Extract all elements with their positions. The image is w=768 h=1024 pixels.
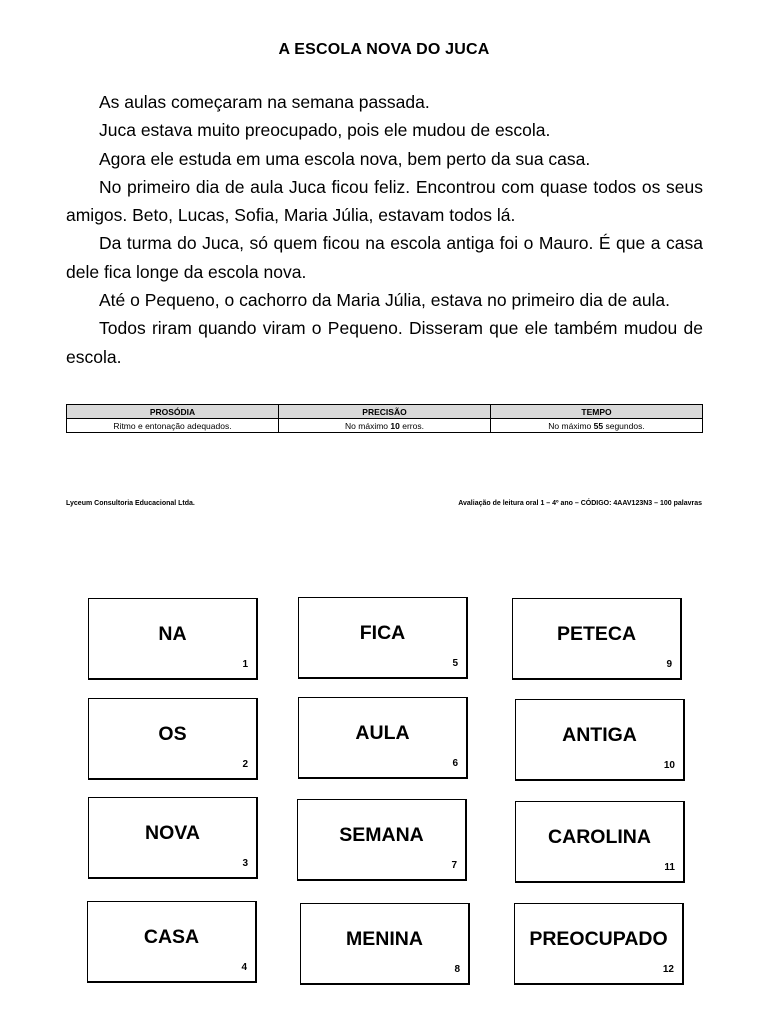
word-card	[88, 598, 258, 680]
word-card	[514, 903, 684, 985]
time-suffix: segundos.	[603, 420, 645, 431]
word-card	[515, 699, 685, 781]
card-number: 3	[242, 858, 248, 869]
precision-number: 10	[390, 420, 400, 431]
card-number: 12	[662, 964, 674, 975]
word-card	[300, 903, 470, 985]
card-word: PETECA	[556, 623, 637, 645]
time-value	[491, 419, 703, 433]
paragraph: As aulas começaram na semana passada.	[99, 92, 430, 112]
card-number: 6	[452, 758, 458, 769]
time-number: 55	[593, 420, 604, 431]
precision-prefix: No máximo	[345, 420, 391, 431]
header-precision: PRECISÃO	[279, 405, 491, 419]
document-title: A ESCOLA NOVA DO JUCA	[278, 41, 490, 58]
word-card	[515, 801, 685, 883]
word-card	[298, 597, 468, 679]
footer-company: Lyceum Consultoria Educacional Ltda.	[66, 500, 195, 507]
word-card	[88, 797, 258, 879]
prosody-value: Ritmo e entonação adequados.	[67, 419, 279, 433]
card-number: 8	[454, 964, 460, 975]
criteria-value-row	[67, 419, 703, 433]
time-prefix: No máximo	[548, 420, 594, 431]
card-word: FICA	[359, 622, 406, 644]
card-number: 1	[242, 659, 248, 670]
paragraph: Agora ele estuda em uma escola nova, bem perto da sua casa.	[99, 148, 591, 169]
criteria-header-row	[67, 405, 703, 419]
card-number: 11	[664, 862, 675, 873]
card-word: OS	[158, 723, 187, 745]
paragraph: Até o Pequeno, o cachorro da Maria Júlia, estava no primeiro dia de aula.	[99, 290, 671, 311]
header-time: TEMPO	[491, 405, 703, 419]
paragraph: No primeiro dia de aula Juca ficou feliz. Encontrou com quase todos os seus amigos. Beto, Lucas, Sofia, Maria Júlia, estavam todos lá.	[66, 176, 703, 226]
card-word: NA	[158, 623, 187, 645]
card-word: NOVA	[145, 822, 200, 844]
word-card	[297, 799, 467, 881]
criteria-table	[66, 404, 703, 433]
card-number: 9	[666, 659, 672, 670]
card-word: AULA	[355, 722, 410, 744]
card-word: PREOCUPADO	[529, 928, 668, 950]
paragraph: Todos riram quando viram o Pequeno. Disseram que ele também mudou de escola.	[66, 318, 703, 367]
paragraph: Da turma do Juca, só quem ficou na escola antiga foi o Mauro. É que a casa dele fica longe da escola nova.	[66, 233, 703, 282]
card-word: MENINA	[346, 928, 423, 950]
card-word: CAROLINA	[548, 826, 651, 848]
word-card	[87, 901, 257, 983]
header-prosody: PROSÓDIA	[67, 405, 279, 419]
word-card	[298, 697, 468, 779]
card-number: 2	[242, 759, 248, 770]
card-word: ANTIGA	[562, 724, 637, 746]
precision-value	[279, 419, 491, 433]
footer-assessment-code: Avaliação de leitura oral 1 – 4º ano – CÓDIGO: 4AAV123N3 – 100 palavras	[458, 500, 702, 507]
story-text	[66, 88, 703, 371]
word-card	[88, 698, 258, 780]
precision-suffix: erros.	[399, 420, 424, 431]
card-word: SEMANA	[339, 824, 424, 846]
card-number: 10	[663, 760, 675, 771]
card-number: 5	[452, 658, 458, 669]
card-word: CASA	[143, 926, 200, 948]
card-number: 7	[451, 860, 457, 871]
word-card	[512, 598, 682, 680]
paragraph: Juca estava muito preocupado, pois ele mudou de escola.	[99, 120, 551, 141]
card-number: 4	[241, 962, 247, 973]
